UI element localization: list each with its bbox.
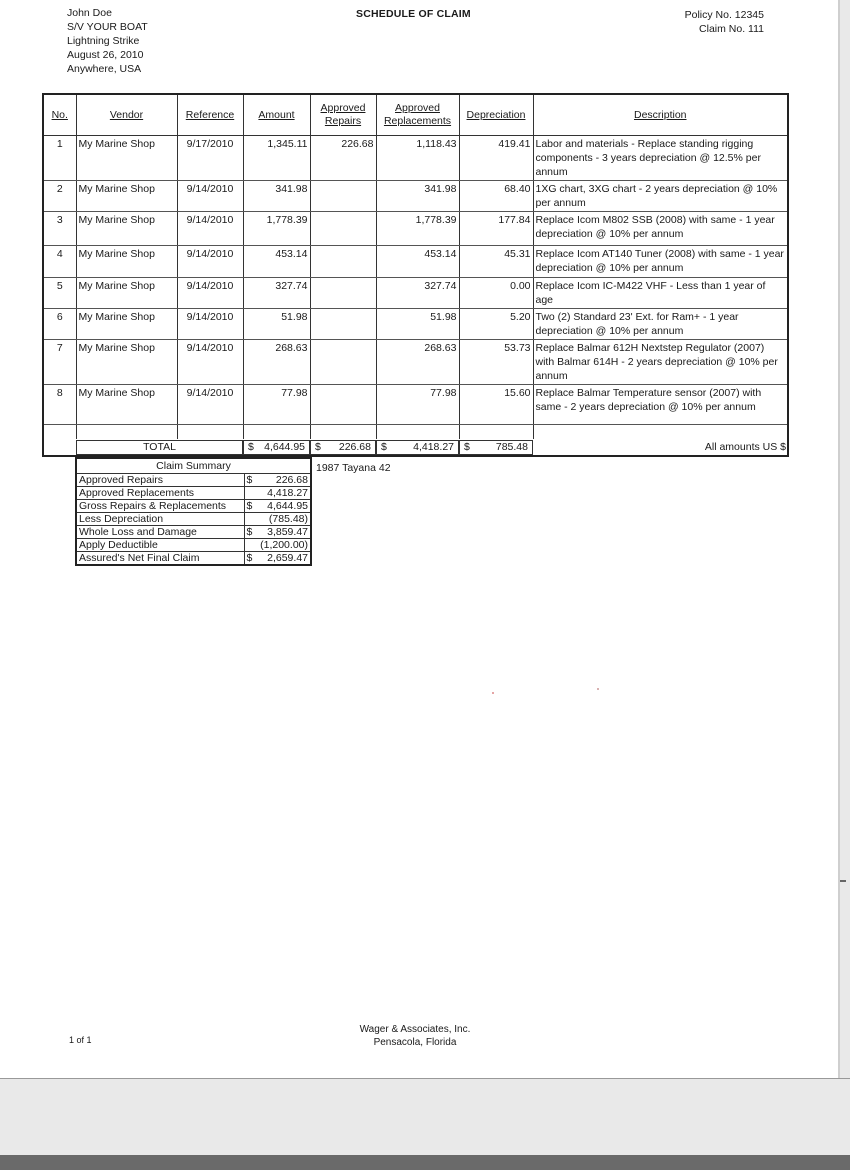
footer-company (300, 1023, 530, 1049)
cell-replacements: 341.98 (376, 181, 459, 212)
summary-value: 4,418.27 (244, 487, 311, 500)
cell-description: Replace Balmar Temperature sensor (2007) with same - 2 years depreciation @ 10% per annum (533, 385, 788, 425)
claim-number: Claim No. 111 (699, 23, 764, 35)
col-header-amount: Amount (243, 94, 310, 136)
cell-replacements: 77.98 (376, 385, 459, 425)
summary-row (76, 513, 311, 526)
cell-replacements: 1,778.39 (376, 212, 459, 246)
cell-vendor: My Marine Shop (76, 385, 177, 425)
col-header-no: No. (43, 94, 76, 136)
claimant-name: John Doe (67, 7, 112, 19)
cell-replacements: 327.74 (376, 278, 459, 309)
loss-cause: Lightning Strike (67, 35, 140, 47)
cell-vendor: My Marine Shop (76, 246, 177, 278)
currency-note: All amounts US $ (704, 441, 786, 453)
cell-vendor: My Marine Shop (76, 340, 177, 385)
summary-row (76, 474, 311, 487)
summary-label: Apply Deductible (76, 539, 244, 552)
table-spacer-row (43, 425, 788, 440)
summary-value: $ 4,644.95 (244, 500, 311, 513)
cell-depreciation: 0.00 (459, 278, 533, 309)
col-header-approved-replacements: Approved Replacements (376, 94, 459, 136)
table-row (43, 181, 788, 212)
cell-description: Labor and materials - Replace standing rigging components - 3 years depreciation @ 12.5% per annum (533, 136, 788, 181)
cell-repairs: 226.68 (310, 136, 376, 181)
cell-amount: 1,778.39 (243, 212, 310, 246)
cell-vendor: My Marine Shop (76, 212, 177, 246)
policy-number: Policy No. 12345 (684, 9, 764, 21)
cell-reference: 9/17/2010 (177, 136, 243, 181)
scanner-bed (0, 1155, 850, 1170)
summary-label: Approved Repairs (76, 474, 244, 487)
col-header-description: Description (533, 94, 788, 136)
page-edge (838, 0, 840, 1078)
company-location: Pensacola, Florida (373, 1037, 457, 1048)
company-name: Wager & Associates, Inc. (359, 1024, 471, 1035)
summary-row (76, 552, 311, 566)
page-edge-mark (840, 880, 846, 882)
total-row (43, 439, 788, 456)
page-bottom-edge (0, 1078, 850, 1079)
scan-speck (597, 688, 599, 690)
cell-description: Replace Icom M802 SSB (2008) with same - 1 year depreciation @ 10% per annum (533, 212, 788, 246)
table-header-row (43, 94, 788, 136)
cell-reference: 9/14/2010 (177, 246, 243, 278)
summary-value: $ 2,659.47 (244, 552, 311, 566)
cell-depreciation: 68.40 (459, 181, 533, 212)
table-row (43, 136, 788, 181)
cell-repairs (310, 181, 376, 212)
cell-replacements: 453.14 (376, 246, 459, 278)
cell-replacements: 268.63 (376, 340, 459, 385)
cell-depreciation: 5.20 (459, 309, 533, 340)
summary-title: Claim Summary (76, 458, 311, 474)
cell-repairs (310, 385, 376, 425)
total-replacements: $ 4,418.27 (376, 440, 459, 455)
summary-value: (785.48) (244, 513, 311, 526)
col-header-vendor: Vendor (76, 94, 177, 136)
summary-value: (1,200.00) (244, 539, 311, 552)
cell-depreciation: 177.84 (459, 212, 533, 246)
vessel-description: 1987 Tayana 42 (316, 462, 391, 474)
claim-summary-table (75, 457, 312, 566)
cell-no: 4 (43, 246, 76, 278)
cell-description: Replace Balmar 612H Nextstep Regulator (2007) with Balmar 614H - 2 years depreciation @ 10% per annum (533, 340, 788, 385)
cell-no: 5 (43, 278, 76, 309)
cell-no: 7 (43, 340, 76, 385)
cell-repairs (310, 246, 376, 278)
cell-replacements: 51.98 (376, 309, 459, 340)
cell-vendor: My Marine Shop (76, 278, 177, 309)
col-header-approved-repairs: Approved Repairs (310, 94, 376, 136)
cell-reference: 9/14/2010 (177, 340, 243, 385)
cell-description: Replace Icom IC-M422 VHF - Less than 1 year of age (533, 278, 788, 309)
cell-vendor: My Marine Shop (76, 136, 177, 181)
table-row (43, 246, 788, 278)
cell-amount: 341.98 (243, 181, 310, 212)
cell-no: 8 (43, 385, 76, 425)
total-depreciation: $ 785.48 (459, 440, 533, 455)
cell-amount: 51.98 (243, 309, 310, 340)
summary-row (76, 526, 311, 539)
policy-block (640, 8, 764, 36)
cell-reference: 9/14/2010 (177, 278, 243, 309)
table-row (43, 278, 788, 309)
cell-reference: 9/14/2010 (177, 212, 243, 246)
table-row (43, 309, 788, 340)
cell-description: Two (2) Standard 23' Ext. for Ram+ - 1 year depreciation @ 10% per annum (533, 309, 788, 340)
cell-no: 3 (43, 212, 76, 246)
claimant-block (67, 6, 148, 76)
scan-speck (492, 692, 494, 694)
total-amount: $ 4,644.95 (243, 440, 310, 455)
cell-amount: 1,345.11 (243, 136, 310, 181)
total-label: TOTAL (76, 440, 243, 455)
cell-repairs (310, 340, 376, 385)
cell-description: 1XG chart, 3XG chart - 2 years depreciation @ 10% per annum (533, 181, 788, 212)
cell-reference: 9/14/2010 (177, 385, 243, 425)
loss-date: August 26, 2010 (67, 49, 144, 61)
cell-repairs (310, 278, 376, 309)
cell-reference: 9/14/2010 (177, 309, 243, 340)
cell-no: 2 (43, 181, 76, 212)
cell-reference: 9/14/2010 (177, 181, 243, 212)
col-header-reference: Reference (177, 94, 243, 136)
cell-amount: 268.63 (243, 340, 310, 385)
cell-replacements: 1,118.43 (376, 136, 459, 181)
claim-table (42, 93, 789, 457)
cell-amount: 327.74 (243, 278, 310, 309)
summary-label: Less Depreciation (76, 513, 244, 526)
col-header-depreciation: Depreciation (459, 94, 533, 136)
page-number: 1 of 1 (69, 1035, 92, 1045)
summary-label: Assured's Net Final Claim (76, 552, 244, 566)
cell-amount: 453.14 (243, 246, 310, 278)
cell-vendor: My Marine Shop (76, 181, 177, 212)
summary-row (76, 539, 311, 552)
cell-vendor: My Marine Shop (76, 309, 177, 340)
cell-depreciation: 419.41 (459, 136, 533, 181)
cell-depreciation: 45.31 (459, 246, 533, 278)
table-row (43, 212, 788, 246)
summary-label: Whole Loss and Damage (76, 526, 244, 539)
total-repairs: $ 226.68 (310, 440, 376, 455)
cell-description: Replace Icom AT140 Tuner (2008) with same - 1 year depreciation @ 10% per annum (533, 246, 788, 278)
cell-depreciation: 53.73 (459, 340, 533, 385)
table-row (43, 340, 788, 385)
document-title: SCHEDULE OF CLAIM (356, 8, 471, 20)
summary-row (76, 487, 311, 500)
cell-no: 6 (43, 309, 76, 340)
table-row (43, 385, 788, 425)
cell-repairs (310, 212, 376, 246)
summary-label: Approved Replacements (76, 487, 244, 500)
summary-value: $ 226.68 (244, 474, 311, 487)
cell-amount: 77.98 (243, 385, 310, 425)
vessel-name: S/V YOUR BOAT (67, 21, 148, 33)
summary-value: $ 3,859.47 (244, 526, 311, 539)
summary-label: Gross Repairs & Replacements (76, 500, 244, 513)
summary-row (76, 500, 311, 513)
cell-repairs (310, 309, 376, 340)
cell-no: 1 (43, 136, 76, 181)
cell-depreciation: 15.60 (459, 385, 533, 425)
claimant-location: Anywhere, USA (67, 63, 142, 75)
